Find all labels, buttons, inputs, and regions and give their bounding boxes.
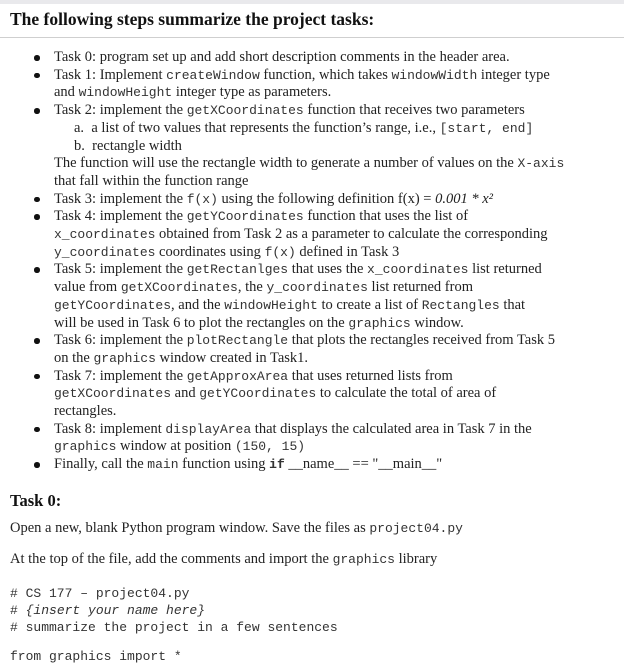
task0-heading: Task 0: [10, 491, 62, 510]
page-heading: The following steps summarize the project tasks: [10, 9, 375, 29]
task-2-sublist [54, 120, 614, 155]
task-7-item: Task 7: implement the getApproxArea that uses returned lists from getXCoordinates and getYCoordinates to calculate the total of area of rectangles. [34, 368, 614, 421]
task-4-item: Task 4: implement the getYCoordinates function that uses the list of x_coordinates obtained from Task 2 as a parameter to calculate the corresponding y_coordinates coordinates using f(x) defined in Task 3 [34, 208, 614, 261]
code-comment-line-1: # CS 177 – project04.py [10, 586, 190, 601]
task-2-sub-a: a. a list of two values that represents the function’s range, i.e., [start, end] [74, 119, 534, 136]
task-1-item: Task 1: Implement createWindow function, which takes windowWidth integer type and windowHeight integer type as parameters. [34, 67, 614, 102]
task-5-item: Task 5: implement the getRectanlges that uses the x_coordinates list returned value from getXCoordinates, the y_coordinates list returned from getYCoordinates, and the windowHeight to create a list of Rectangles that will be used in Task 6 to plot the rectangles on the graphics window. [34, 261, 614, 332]
name-placeholder: {insert your name here} [25, 603, 206, 618]
code-comment-line-2: # {insert your name here} [10, 603, 206, 618]
math-expression: 0.001 * x² [435, 190, 494, 207]
task-final-item: Finally, call the main function using if __name__ == "__main__" [34, 456, 614, 474]
code-import-line: from graphics import * [10, 649, 182, 664]
task0-paragraph-2: At the top of the file, add the comments and import the graphics library [10, 551, 438, 567]
task-6-item: Task 6: implement the plotRectangle that plots the rectangles received from Task 5 on the graphics window created in Task1. [34, 332, 614, 367]
task-2-item: Task 2: implement the getXCoordinates function that receives two parameters a. a list of two values that represents the function’s range, i.e., [start, end] b. rectangle width The function will use the rectangle width to generate a number of values on the X-axis that fall within the function range [34, 102, 614, 191]
task0-paragraph-1: Open a new, blank Python program window. Save the files as project04.py [10, 520, 463, 536]
code-comment-line-3: # summarize the project in a few sentences [10, 620, 338, 635]
top-strip [0, 0, 624, 4]
task-list [34, 49, 614, 474]
heading-divider [0, 37, 624, 38]
task-3-item: Task 3: implement the f(x) using the following definition f(x) = 0.001 * x² [34, 191, 614, 209]
task-0-item: Task 0: program set up and add short description comments in the header area. [34, 49, 614, 67]
task-2-sub-b: b. rectangle width [74, 137, 182, 154]
task-8-item: Task 8: implement displayArea that displays the calculated area in Task 7 in the graphics window at position (150, 15) [34, 421, 614, 456]
